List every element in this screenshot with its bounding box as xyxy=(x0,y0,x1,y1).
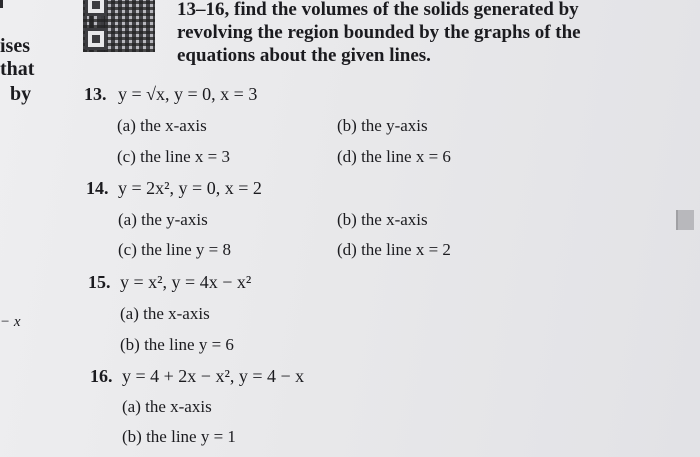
problem-13-option-b: (b) the y-axis xyxy=(337,116,428,135)
problem-13-option-a: (a) the x-axis xyxy=(117,116,207,135)
problem-13-option-c: (c) the line x = 3 xyxy=(117,147,230,166)
edge-text-3: by xyxy=(10,83,32,105)
heading-line-3: equations about the given lines. xyxy=(177,45,431,66)
edge-text-2: that xyxy=(0,58,35,80)
problem-13-option-d: (d) the line x = 6 xyxy=(337,147,451,166)
problem-15-equation: y = x², y = 4x − x² xyxy=(120,272,252,292)
problem-14-option-d: (d) the line x = 2 xyxy=(337,240,451,259)
problem-15-option-b: (b) the line y = 6 xyxy=(120,335,234,354)
qr-code-icon xyxy=(83,0,155,52)
problem-15-option-a: (a) the x-axis xyxy=(120,304,210,323)
problem-13-equation: y = √x, y = 0, x = 3 xyxy=(118,84,258,104)
heading-line-2: revolving the region bounded by the graphs of the xyxy=(177,22,581,43)
page-tab-marker xyxy=(676,210,694,230)
problem-16-number: 16. xyxy=(90,366,113,386)
edge-text-1: ises xyxy=(0,35,30,57)
margin-mark xyxy=(0,0,3,8)
problem-14-number: 14. xyxy=(86,178,109,198)
problem-14-option-b: (b) the x-axis xyxy=(337,210,428,229)
heading-line-1: 13–16, find the volumes of the solids generated by xyxy=(177,0,579,20)
problem-14-equation: y = 2x², y = 0, x = 2 xyxy=(118,178,262,198)
problem-14-option-a: (a) the y-axis xyxy=(118,210,208,229)
problem-15-number: 15. xyxy=(88,272,111,292)
problem-13-number: 13. xyxy=(84,84,107,104)
problem-16-option-b: (b) the line y = 1 xyxy=(122,427,236,446)
edge-text-minus-x: − x xyxy=(0,314,21,330)
problem-16-option-a: (a) the x-axis xyxy=(122,397,212,416)
problem-16-equation: y = 4 + 2x − x², y = 4 − x xyxy=(122,366,305,386)
problem-14-option-c: (c) the line y = 8 xyxy=(118,240,231,259)
